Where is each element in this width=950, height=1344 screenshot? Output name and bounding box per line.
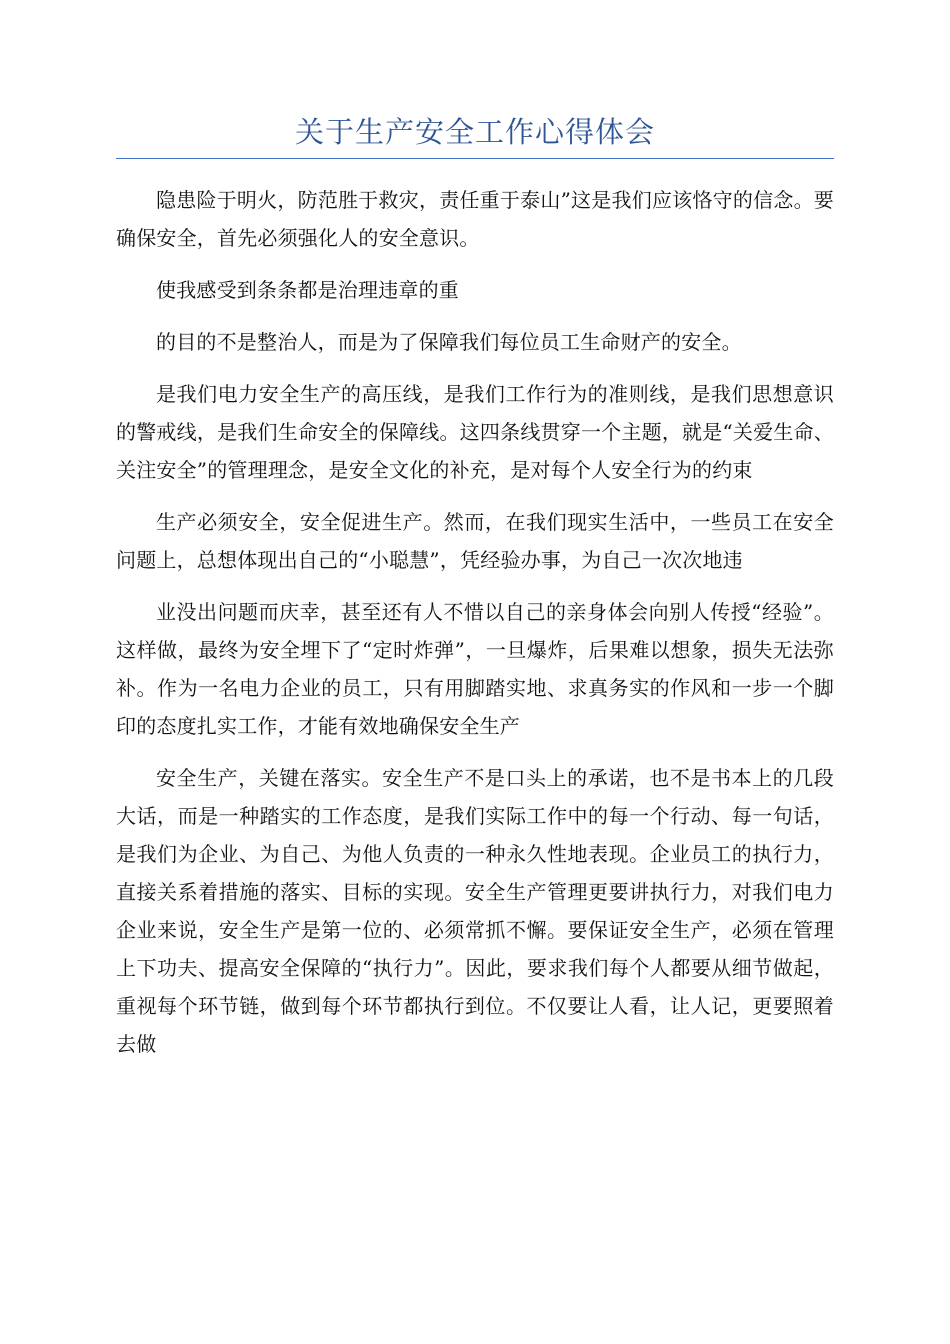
paragraph-1: 隐患险于明火，防范胜于救灾，责任重于泰山”这是我们应该恪守的信念。要确保安全，首先必须强化人的安全意识。 — [116, 188, 834, 250]
paragraph-3: 的目的不是整治人，而是为了保障我们每位员工生命财产的安全。 — [156, 330, 742, 354]
document-page — [116, 110, 834, 1077]
document-body — [116, 181, 834, 1063]
paragraph-7: 安全生产，关键在落实。安全生产不是口头上的承诺，也不是书本上的几段大话，而是一种踏实的工作态度，是我们实际工作中的每一个行动、每一句话，是我们为企业、为自己、为他人负责的一种永久性地表现。企业员工的执行力，直接关系着措施的落实、目标的实现。安全生产管理更要讲执行力，对我们电力企业来说，安全生产是第一位的、必须常抓不懈。要保证安全生产，必须在管理上下功夫、提高安全保障的“执行力”。因此，要求我们每个人都要从细节做起，重视每个环节链，做到每个环节都执行到位。不仅要让人看，让人记，更要照着去做 — [116, 766, 834, 1056]
paragraph-5: 生产必须安全，安全促进生产。然而，在我们现实生活中，一些员工在安全问题上，总想体现出自己的“小聪慧”，凭经验办事，为自己一次次地违 — [116, 510, 834, 572]
document-title: 关于生产安全工作心得体会 — [116, 110, 834, 159]
paragraph-6: 业没出问题而庆幸，甚至还有人不惜以自己的亲身体会向别人传授“经验”。这样做，最终为安全埋下了“定时炸弹”，一旦爆炸，后果难以想象，损失无法弥补。作为一名电力企业的员工，只有用脚踏实地、求真务实的作风和一步一个脚印的态度扎实工作，才能有效地确保安全生产 — [116, 600, 834, 738]
paragraph-4: 是我们电力安全生产的高压线，是我们工作行为的准则线，是我们思想意识的警戒线，是我们生命安全的保障线。这四条线贯穿一个主题，就是“关爱生命、关注安全”的管理理念，是安全文化的补充，是对每个人安全行为的约束 — [116, 382, 834, 482]
paragraph-2: 使我感受到条条都是治理违章的重 — [156, 278, 459, 302]
